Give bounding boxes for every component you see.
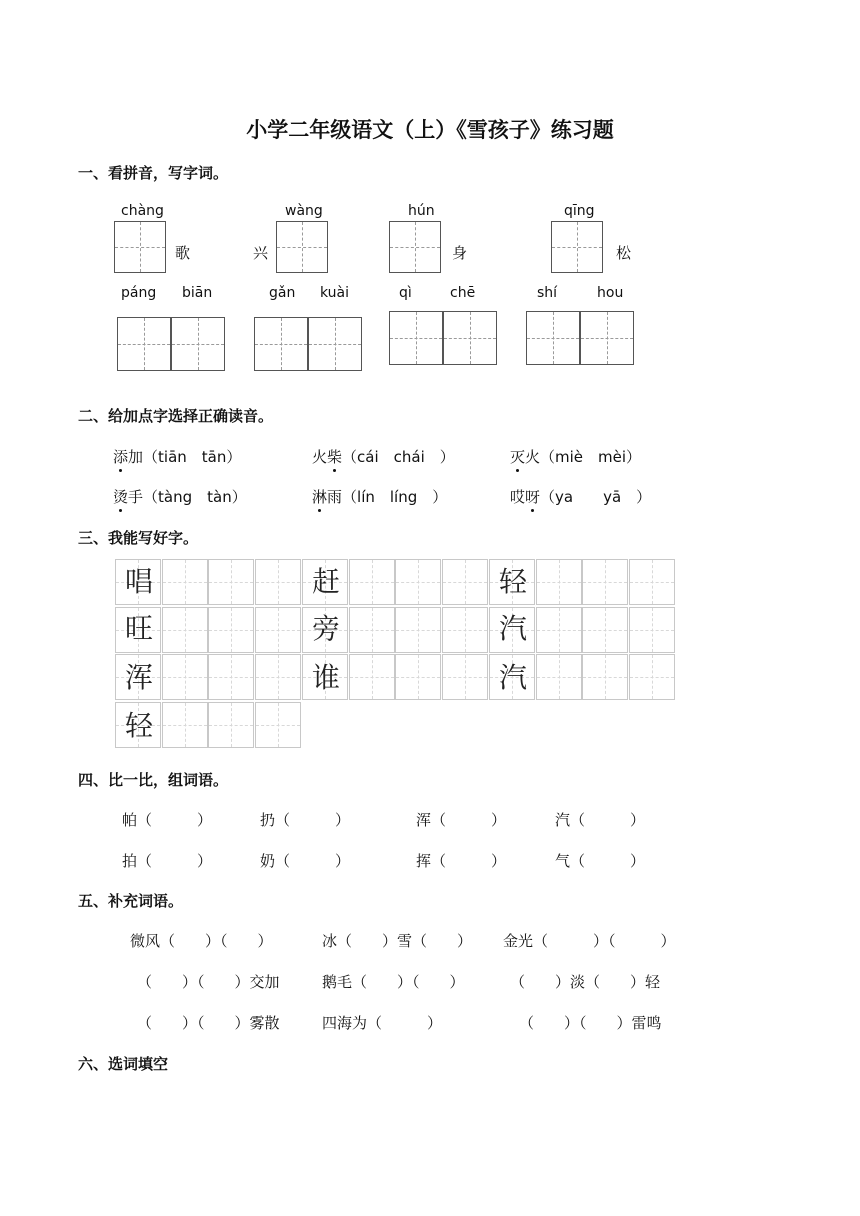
model-char: 汽 xyxy=(498,612,527,645)
page-title: 小学二年级语文（上）《雪孩子》练习题 xyxy=(246,118,614,142)
writing-box[interactable] xyxy=(308,317,362,371)
compare-item: 气（ ） xyxy=(555,852,646,870)
model-char: 轻 xyxy=(124,709,153,742)
writing-box[interactable] xyxy=(114,221,166,273)
grid-cell[interactable] xyxy=(349,654,395,700)
idiom-item: （ ）（ ）交加 xyxy=(137,973,280,991)
idiom-item: 冰（ ）雪（ ） xyxy=(322,932,473,950)
writing-box[interactable] xyxy=(389,221,441,273)
pinyin-bian: biān xyxy=(182,285,213,301)
grid-cell[interactable] xyxy=(442,607,488,653)
grid-cell[interactable] xyxy=(208,559,254,605)
char-xing: 兴 xyxy=(253,244,269,262)
grid-cell[interactable] xyxy=(395,559,441,605)
compare-item: 扔（ ） xyxy=(260,811,351,829)
writing-box[interactable] xyxy=(526,311,580,365)
writing-box[interactable] xyxy=(254,317,308,371)
pinyin-wang: wàng xyxy=(285,203,323,219)
grid-cell[interactable] xyxy=(582,559,628,605)
grid-cell[interactable] xyxy=(255,607,301,653)
grid-cell[interactable] xyxy=(162,607,208,653)
pinyin-shi: shí xyxy=(537,285,558,301)
grid-cell[interactable] xyxy=(162,654,208,700)
reading-item: 哎呀（ya yā ） xyxy=(510,488,652,506)
grid-cell[interactable] xyxy=(162,702,208,748)
idiom-item: 鹅毛（ ）（ ） xyxy=(322,973,465,991)
compare-item: 奶（ ） xyxy=(260,852,351,870)
grid-cell[interactable] xyxy=(629,607,675,653)
grid-cell[interactable] xyxy=(442,654,488,700)
idiom-item: 金光（ ）（ ） xyxy=(503,932,676,950)
idiom-item: （ ）淡（ ）轻 xyxy=(510,973,661,991)
reading-item: 淋雨（lín líng ） xyxy=(312,488,448,506)
compare-item: 拍（ ） xyxy=(122,852,213,870)
writing-box[interactable] xyxy=(580,311,634,365)
grid-cell[interactable] xyxy=(349,559,395,605)
pinyin-hou: hou xyxy=(597,285,624,301)
grid-cell[interactable] xyxy=(208,607,254,653)
idiom-item: 四海为（ ） xyxy=(322,1014,443,1032)
reading-item: 烫手（tàng tàn） xyxy=(113,488,247,506)
section-2-heading: 二、给加点字选择正确读音。 xyxy=(78,407,274,425)
grid-cell[interactable] xyxy=(582,654,628,700)
writing-box[interactable] xyxy=(171,317,225,371)
writing-box[interactable] xyxy=(117,317,171,371)
pinyin-pang: páng xyxy=(121,285,157,301)
grid-cell[interactable] xyxy=(536,654,582,700)
model-char: 赶 xyxy=(311,565,340,598)
char-shen: 身 xyxy=(452,244,468,262)
writing-box[interactable] xyxy=(551,221,603,273)
grid-cell[interactable] xyxy=(536,607,582,653)
pinyin-che: chē xyxy=(450,285,476,301)
model-char: 汽 xyxy=(498,661,527,694)
pinyin-gan: gǎn xyxy=(269,285,296,301)
model-char: 唱 xyxy=(124,565,153,598)
pinyin-qing: qīng xyxy=(564,203,595,219)
grid-cell[interactable] xyxy=(629,654,675,700)
grid-cell[interactable] xyxy=(536,559,582,605)
model-char: 旺 xyxy=(124,612,153,645)
pinyin-hun: hún xyxy=(408,203,435,219)
char-song: 松 xyxy=(616,244,632,262)
idiom-item: （ ）（ ）雾散 xyxy=(137,1014,280,1032)
idiom-item: 微风（ ）（ ） xyxy=(130,932,273,950)
model-char: 旁 xyxy=(311,612,340,645)
pinyin-qi: qì xyxy=(399,285,412,301)
section-1-heading: 一、看拼音，写字词。 xyxy=(78,164,229,182)
pinyin-kuai: kuài xyxy=(320,285,350,301)
grid-cell[interactable] xyxy=(395,607,441,653)
writing-box[interactable] xyxy=(443,311,497,365)
char-ge: 歌 xyxy=(175,244,191,262)
section-6-heading: 六、选词填空 xyxy=(78,1055,169,1073)
reading-item: 添加（tiān tān） xyxy=(113,448,242,466)
grid-cell[interactable] xyxy=(255,654,301,700)
reading-item: 灭火（miè mèi） xyxy=(510,448,642,466)
compare-item: 帕（ ） xyxy=(122,811,213,829)
compare-item: 挥（ ） xyxy=(416,852,507,870)
grid-cell[interactable] xyxy=(582,607,628,653)
grid-cell[interactable] xyxy=(629,559,675,605)
writing-box[interactable] xyxy=(389,311,443,365)
grid-cell[interactable] xyxy=(395,654,441,700)
model-char: 轻 xyxy=(498,565,527,598)
section-5-heading: 五、补充词语。 xyxy=(78,892,184,910)
reading-item: 火柴（cái chái ） xyxy=(312,448,455,466)
grid-cell[interactable] xyxy=(442,559,488,605)
section-4-heading: 四、比一比，组词语。 xyxy=(78,771,229,789)
grid-cell[interactable] xyxy=(255,702,301,748)
model-char: 浑 xyxy=(124,661,153,694)
grid-cell[interactable] xyxy=(208,702,254,748)
grid-cell[interactable] xyxy=(349,607,395,653)
compare-item: 浑（ ） xyxy=(416,811,507,829)
writing-box[interactable] xyxy=(276,221,328,273)
grid-cell[interactable] xyxy=(208,654,254,700)
grid-cell[interactable] xyxy=(255,559,301,605)
section-3-heading: 三、我能写好字。 xyxy=(78,529,199,547)
model-char: 谁 xyxy=(311,661,340,694)
grid-cell[interactable] xyxy=(162,559,208,605)
idiom-item: （ ）（ ）雷鸣 xyxy=(519,1014,662,1032)
pinyin-chang: chàng xyxy=(121,203,164,219)
compare-item: 汽（ ） xyxy=(555,811,646,829)
